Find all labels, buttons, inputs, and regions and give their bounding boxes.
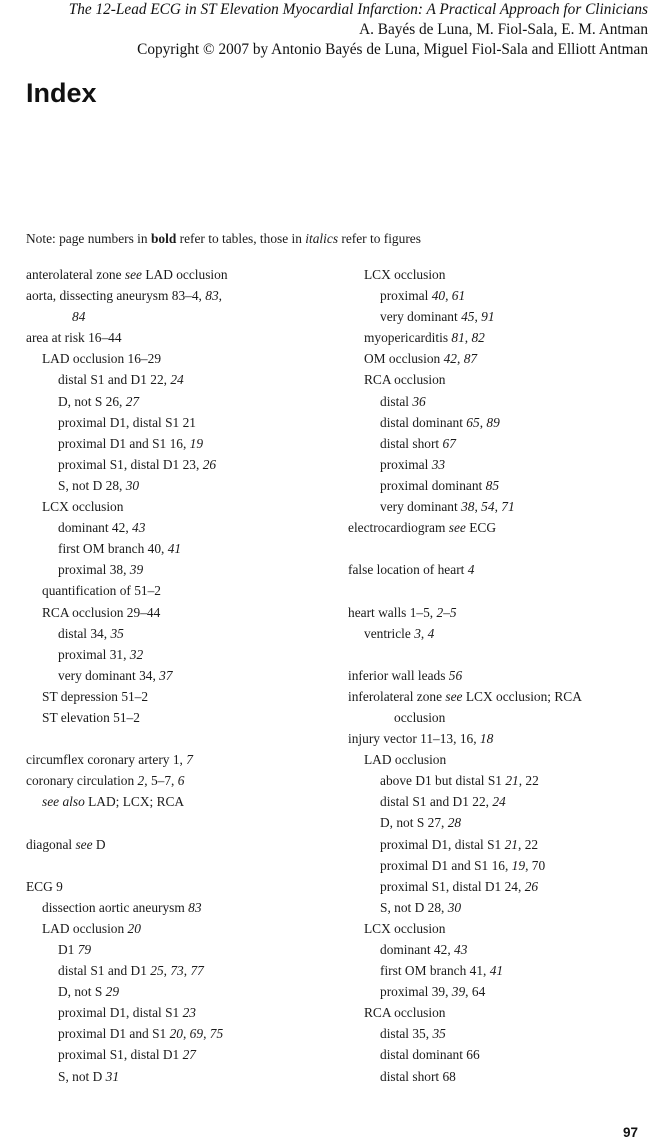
entry-text: distal dominant 66 [380, 1047, 480, 1063]
entry-text: aorta, dissecting aneurysm 83–4, [26, 288, 206, 304]
entry-text: false location of heart [348, 562, 468, 578]
entry-text: , [479, 414, 487, 430]
index-entry [26, 834, 336, 855]
italic-text: 6 [177, 773, 185, 789]
index-entry [348, 1023, 644, 1044]
index-entry [348, 306, 644, 327]
entry-text: ECG [465, 520, 496, 536]
entry-text: distal S1 and D1 [58, 963, 151, 979]
italic-text: 31 [105, 1068, 120, 1084]
italic-text: 2 [137, 773, 145, 789]
index-entry [348, 475, 644, 496]
italic-text: 4 [427, 625, 435, 641]
entry-text: LCX occlusion; RCA [462, 688, 582, 704]
note-middle: refer to tables, those in [176, 231, 306, 246]
index-entry [348, 791, 644, 812]
entry-text: injury vector 11–13, 16, [348, 731, 480, 747]
entry-text: , [183, 963, 191, 979]
italic-text: see [124, 267, 142, 282]
index-entry [348, 918, 644, 939]
entry-text: proximal D1 and S1 [58, 1026, 170, 1042]
index-entry [348, 412, 644, 433]
entry-text: , [474, 309, 482, 325]
running-header [69, 0, 648, 60]
entry-text: S, not D [58, 1068, 106, 1084]
entry-text: distal S1 and D1 22, [58, 372, 171, 388]
italic-text: 30 [447, 899, 462, 915]
index-entry [348, 981, 644, 1002]
italic-text: 67 [442, 435, 456, 451]
italic-text: 77 [190, 963, 204, 979]
italic-text: 23 [182, 1005, 196, 1021]
italic-text: 45 [461, 309, 475, 325]
entry-text: proximal D1, distal S1 [380, 836, 505, 852]
index-entry [26, 538, 336, 559]
entry-text: proximal 38, [58, 562, 130, 578]
index-entry [26, 559, 336, 580]
italic-text: see [445, 688, 463, 704]
index-gap [348, 580, 644, 601]
index-column-right [348, 264, 644, 1087]
index-entry [26, 391, 336, 412]
entry-text: , [218, 288, 222, 304]
italic-text: 30 [125, 477, 140, 493]
entry-text: proximal [380, 288, 432, 304]
italic-text: 39 [129, 562, 144, 578]
entry-text: very dominant [380, 499, 462, 515]
entry-text: quantification of 51–2 [42, 583, 161, 599]
entry-text: LAD occlusion [364, 752, 447, 768]
entry-text: distal [380, 393, 413, 409]
italic-text: 89 [486, 414, 500, 430]
index-entry [348, 496, 644, 517]
index-entry [348, 897, 644, 918]
index-entry [348, 707, 644, 728]
entry-text: , 22 [518, 773, 539, 789]
entry-text: LCX occlusion [364, 920, 446, 936]
page-number: 97 [622, 1125, 638, 1140]
entry-text: , [203, 1026, 210, 1042]
entry-text: dominant 42, [380, 942, 455, 957]
entry-text: distal short 68 [380, 1068, 456, 1084]
italic-text: 26 [202, 456, 217, 472]
italic-text: 3 [414, 625, 421, 641]
italic-text: 21 [505, 773, 519, 789]
entry-text: very dominant [380, 309, 462, 325]
entry-text: , 5–7, [144, 773, 178, 789]
italic-text: see also [42, 794, 85, 810]
index-entry [26, 770, 336, 791]
entry-text: proximal D1 and S1 16, [380, 857, 512, 873]
entry-text: heart walls 1–5, [348, 604, 437, 620]
entry-text: area at risk 16–44 [26, 330, 122, 346]
entry-text: LCX occlusion [42, 499, 124, 515]
index-gap [26, 855, 336, 876]
index-entry [26, 348, 336, 369]
entry-text: coronary circulation [26, 773, 138, 789]
index-entry [348, 665, 644, 686]
index-entry [26, 475, 336, 496]
entry-text: proximal [380, 456, 432, 472]
index-entry [348, 1044, 644, 1065]
italic-text: 37 [159, 667, 173, 683]
entry-text: dominant 42, [58, 520, 133, 536]
entry-text: RCA occlusion [364, 372, 446, 388]
index-entry [26, 1002, 336, 1023]
index-entry [26, 981, 336, 1002]
index-entry [26, 1023, 336, 1044]
index-entry [348, 855, 644, 876]
italic-text: 71 [501, 499, 515, 515]
index-entry [348, 517, 644, 538]
entry-text: LAD; LCX; RCA [84, 794, 185, 810]
note-bold-word: bold [150, 231, 177, 246]
italic-text: 41 [489, 963, 504, 979]
index-column-left [26, 264, 336, 1087]
entry-text: distal dominant [380, 414, 467, 430]
index-entry [26, 876, 336, 897]
index-entry [26, 791, 336, 812]
entry-text: occlusion [394, 709, 446, 725]
entry-text: LAD occlusion [42, 920, 128, 936]
entry-text: D, not S [58, 984, 106, 1000]
entry-text: LCX occlusion [364, 267, 446, 282]
index-entry [26, 517, 336, 538]
italic-text: 29 [105, 984, 120, 1000]
entry-text: proximal D1 and S1 16, [58, 435, 190, 451]
entry-text: ST depression 51–2 [42, 688, 149, 704]
italic-text: 27 [125, 393, 140, 409]
italic-text: 83 [188, 899, 202, 915]
index-entry [348, 812, 644, 833]
entry-text: proximal dominant [380, 477, 486, 493]
entry-text: , [456, 351, 464, 367]
index-entry [348, 602, 644, 623]
index-gap [348, 644, 644, 665]
index-entry [26, 623, 336, 644]
index-entry [26, 1066, 336, 1087]
italic-text: 38 [461, 499, 475, 515]
index-gap [348, 538, 644, 559]
italic-text: 82 [471, 330, 485, 346]
index-entry [26, 644, 336, 665]
entry-text: RCA occlusion [364, 1005, 446, 1021]
index-entry [348, 454, 644, 475]
italic-text: 40 [431, 288, 446, 304]
italic-text: 24 [170, 372, 184, 388]
index-entry [26, 602, 336, 623]
italic-text: 43 [454, 942, 468, 957]
entry-text: RCA occlusion 29–44 [42, 604, 161, 620]
entry-text: inferior wall leads [348, 667, 449, 683]
italic-text: 84 [72, 309, 86, 325]
index-entry [26, 285, 336, 306]
italic-text: 91 [481, 309, 495, 325]
entry-text: ST elevation 51–2 [42, 709, 140, 725]
entry-text: very dominant 34, [58, 667, 160, 683]
entry-text: proximal D1, distal S1 21 [58, 414, 196, 430]
index-entry [348, 348, 644, 369]
index-note [26, 228, 421, 249]
italic-text: 19 [189, 435, 204, 451]
entry-text: distal S1 and D1 22, [380, 794, 493, 810]
entry-text: , 64 [465, 984, 486, 1000]
index-entry [26, 327, 336, 348]
index-entry [348, 960, 644, 981]
entry-text: , [494, 499, 502, 515]
book-authors: A. Bayés de Luna, M. Fiol-Sala, E. M. Antman [359, 21, 648, 38]
entry-text: , [163, 963, 171, 979]
italic-text: 35 [432, 1026, 446, 1042]
italic-text: 87 [463, 351, 478, 367]
italic-text: 41 [167, 541, 182, 557]
index-entry [26, 454, 336, 475]
italic-text: 7 [186, 752, 193, 768]
index-entry [348, 391, 644, 412]
italic-text: 33 [431, 456, 446, 472]
italic-text: 20 [127, 920, 141, 936]
italic-text: 32 [129, 646, 144, 662]
entry-text: , 22 [518, 836, 539, 852]
italic-text: 85 [485, 477, 500, 493]
index-entry [26, 897, 336, 918]
index-entry [26, 665, 336, 686]
index-entry [26, 918, 336, 939]
entry-text: electrocardiogram [348, 520, 449, 536]
entry-text: inferolateral zone [348, 688, 446, 704]
entry-text: dissection aortic aneurysm [42, 899, 189, 915]
italic-text: 75 [209, 1026, 224, 1042]
note-italic-word: italics [305, 231, 339, 246]
italic-text: 4 [467, 562, 475, 578]
entry-text: proximal 31, [58, 646, 130, 662]
page-title: Index [26, 78, 97, 108]
italic-text: 83 [205, 288, 219, 304]
italic-text: 20 [169, 1026, 183, 1042]
italic-text: 69 [189, 1026, 204, 1042]
italic-text: 42 [443, 351, 457, 367]
entry-text: LAD occlusion 16–29 [42, 351, 162, 367]
italic-text: 54 [481, 499, 495, 515]
italic-text: 35 [110, 625, 124, 641]
index-entry [348, 264, 644, 285]
index-entry [26, 264, 336, 285]
index-gap [26, 728, 336, 749]
index-entry [348, 770, 644, 791]
entry-text: proximal S1, distal D1 23, [58, 456, 203, 472]
index-entry [348, 749, 644, 770]
entry-text: LAD occlusion [142, 267, 228, 282]
index-entry [26, 686, 336, 707]
entry-text: , [474, 499, 482, 515]
italic-text: 73 [170, 963, 184, 979]
index-entry [348, 876, 644, 897]
index-entry [26, 707, 336, 728]
italic-text: 26 [524, 878, 539, 894]
italic-text: 25 [150, 963, 164, 979]
index-entry [26, 496, 336, 517]
entry-text: proximal S1, distal D1 [58, 1047, 183, 1063]
italic-text: 56 [448, 667, 463, 683]
index-entry [348, 369, 644, 390]
entry-text: anterolateral zone [26, 267, 125, 282]
entry-text: , [445, 288, 452, 304]
index-entry [348, 559, 644, 580]
index-entry [26, 580, 336, 601]
entry-text: proximal D1, distal S1 [58, 1005, 183, 1021]
index-gap [26, 812, 336, 833]
italic-text: 36 [412, 393, 426, 409]
italic-text: 65 [466, 414, 480, 430]
entry-text: diagonal [26, 836, 76, 852]
entry-text: D [92, 836, 106, 852]
entry-text: , [464, 330, 472, 346]
italic-text: 2–5 [436, 604, 457, 620]
italic-text: 19 [511, 857, 526, 873]
entry-text: , [420, 625, 428, 641]
entry-text: ECG 9 [26, 878, 63, 894]
italic-text: see [448, 520, 466, 536]
index-entry [26, 412, 336, 433]
index-entry [26, 1044, 336, 1065]
book-title: The 12-Lead ECG in ST Elevation Myocardial Infarction: A Practical Approach for Clinicians [68, 1, 648, 18]
entry-text: OM occlusion [364, 351, 444, 367]
index-entry [348, 327, 644, 348]
entry-text: , 70 [525, 857, 546, 873]
entry-text: distal 35, [380, 1026, 433, 1042]
italic-text: 79 [77, 942, 92, 957]
entry-text: circumflex coronary artery 1, [26, 752, 187, 768]
italic-text: 81 [451, 330, 465, 346]
entry-text: above D1 but distal S1 [380, 773, 506, 789]
italic-text: 28 [447, 815, 462, 831]
index-entry [348, 1066, 644, 1087]
index-entry [26, 939, 336, 960]
entry-text: D, not S 27, [380, 815, 448, 831]
italic-text: 43 [132, 520, 146, 536]
italic-text: 39 [451, 984, 466, 1000]
entry-text: first OM branch 41, [380, 963, 490, 979]
entry-text: , [182, 1026, 190, 1042]
copyright-line: Copyright © 2007 by Antonio Bayés de Luna, Miguel Fiol-Sala and Elliott Antman [137, 41, 648, 58]
entry-text: D1 [58, 942, 78, 957]
italic-text: 18 [479, 731, 494, 747]
entry-text: D, not S 26, [58, 393, 126, 409]
index-entry [348, 433, 644, 454]
index-entry [348, 939, 644, 960]
entry-text: ventricle [364, 625, 415, 641]
index-entry [348, 728, 644, 749]
entry-text: first OM branch 40, [58, 541, 168, 557]
entry-text: S, not D 28, [380, 899, 448, 915]
index-entry [348, 686, 644, 707]
entry-text: distal 34, [58, 625, 111, 641]
index-entry [26, 749, 336, 770]
entry-text: distal short [380, 435, 443, 451]
italic-text: 21 [504, 836, 518, 852]
note-prefix: Note: page numbers in [26, 231, 151, 246]
italic-text: 24 [492, 794, 506, 810]
index-entry [348, 1002, 644, 1023]
index-entry [26, 960, 336, 981]
italic-text: 27 [182, 1047, 196, 1063]
entry-text: S, not D 28, [58, 477, 126, 493]
note-suffix: refer to figures [338, 231, 421, 246]
italic-text: see [75, 836, 93, 852]
index-entry [348, 834, 644, 855]
index-entry [348, 285, 644, 306]
entry-text: myopericarditis [364, 330, 452, 346]
index-entry [26, 433, 336, 454]
entry-text: proximal 39, [380, 984, 452, 1000]
italic-text: 61 [451, 288, 466, 304]
entry-text: proximal S1, distal D1 24, [380, 878, 525, 894]
index-entry [26, 306, 336, 327]
index-entry [26, 369, 336, 390]
index-entry [348, 623, 644, 644]
